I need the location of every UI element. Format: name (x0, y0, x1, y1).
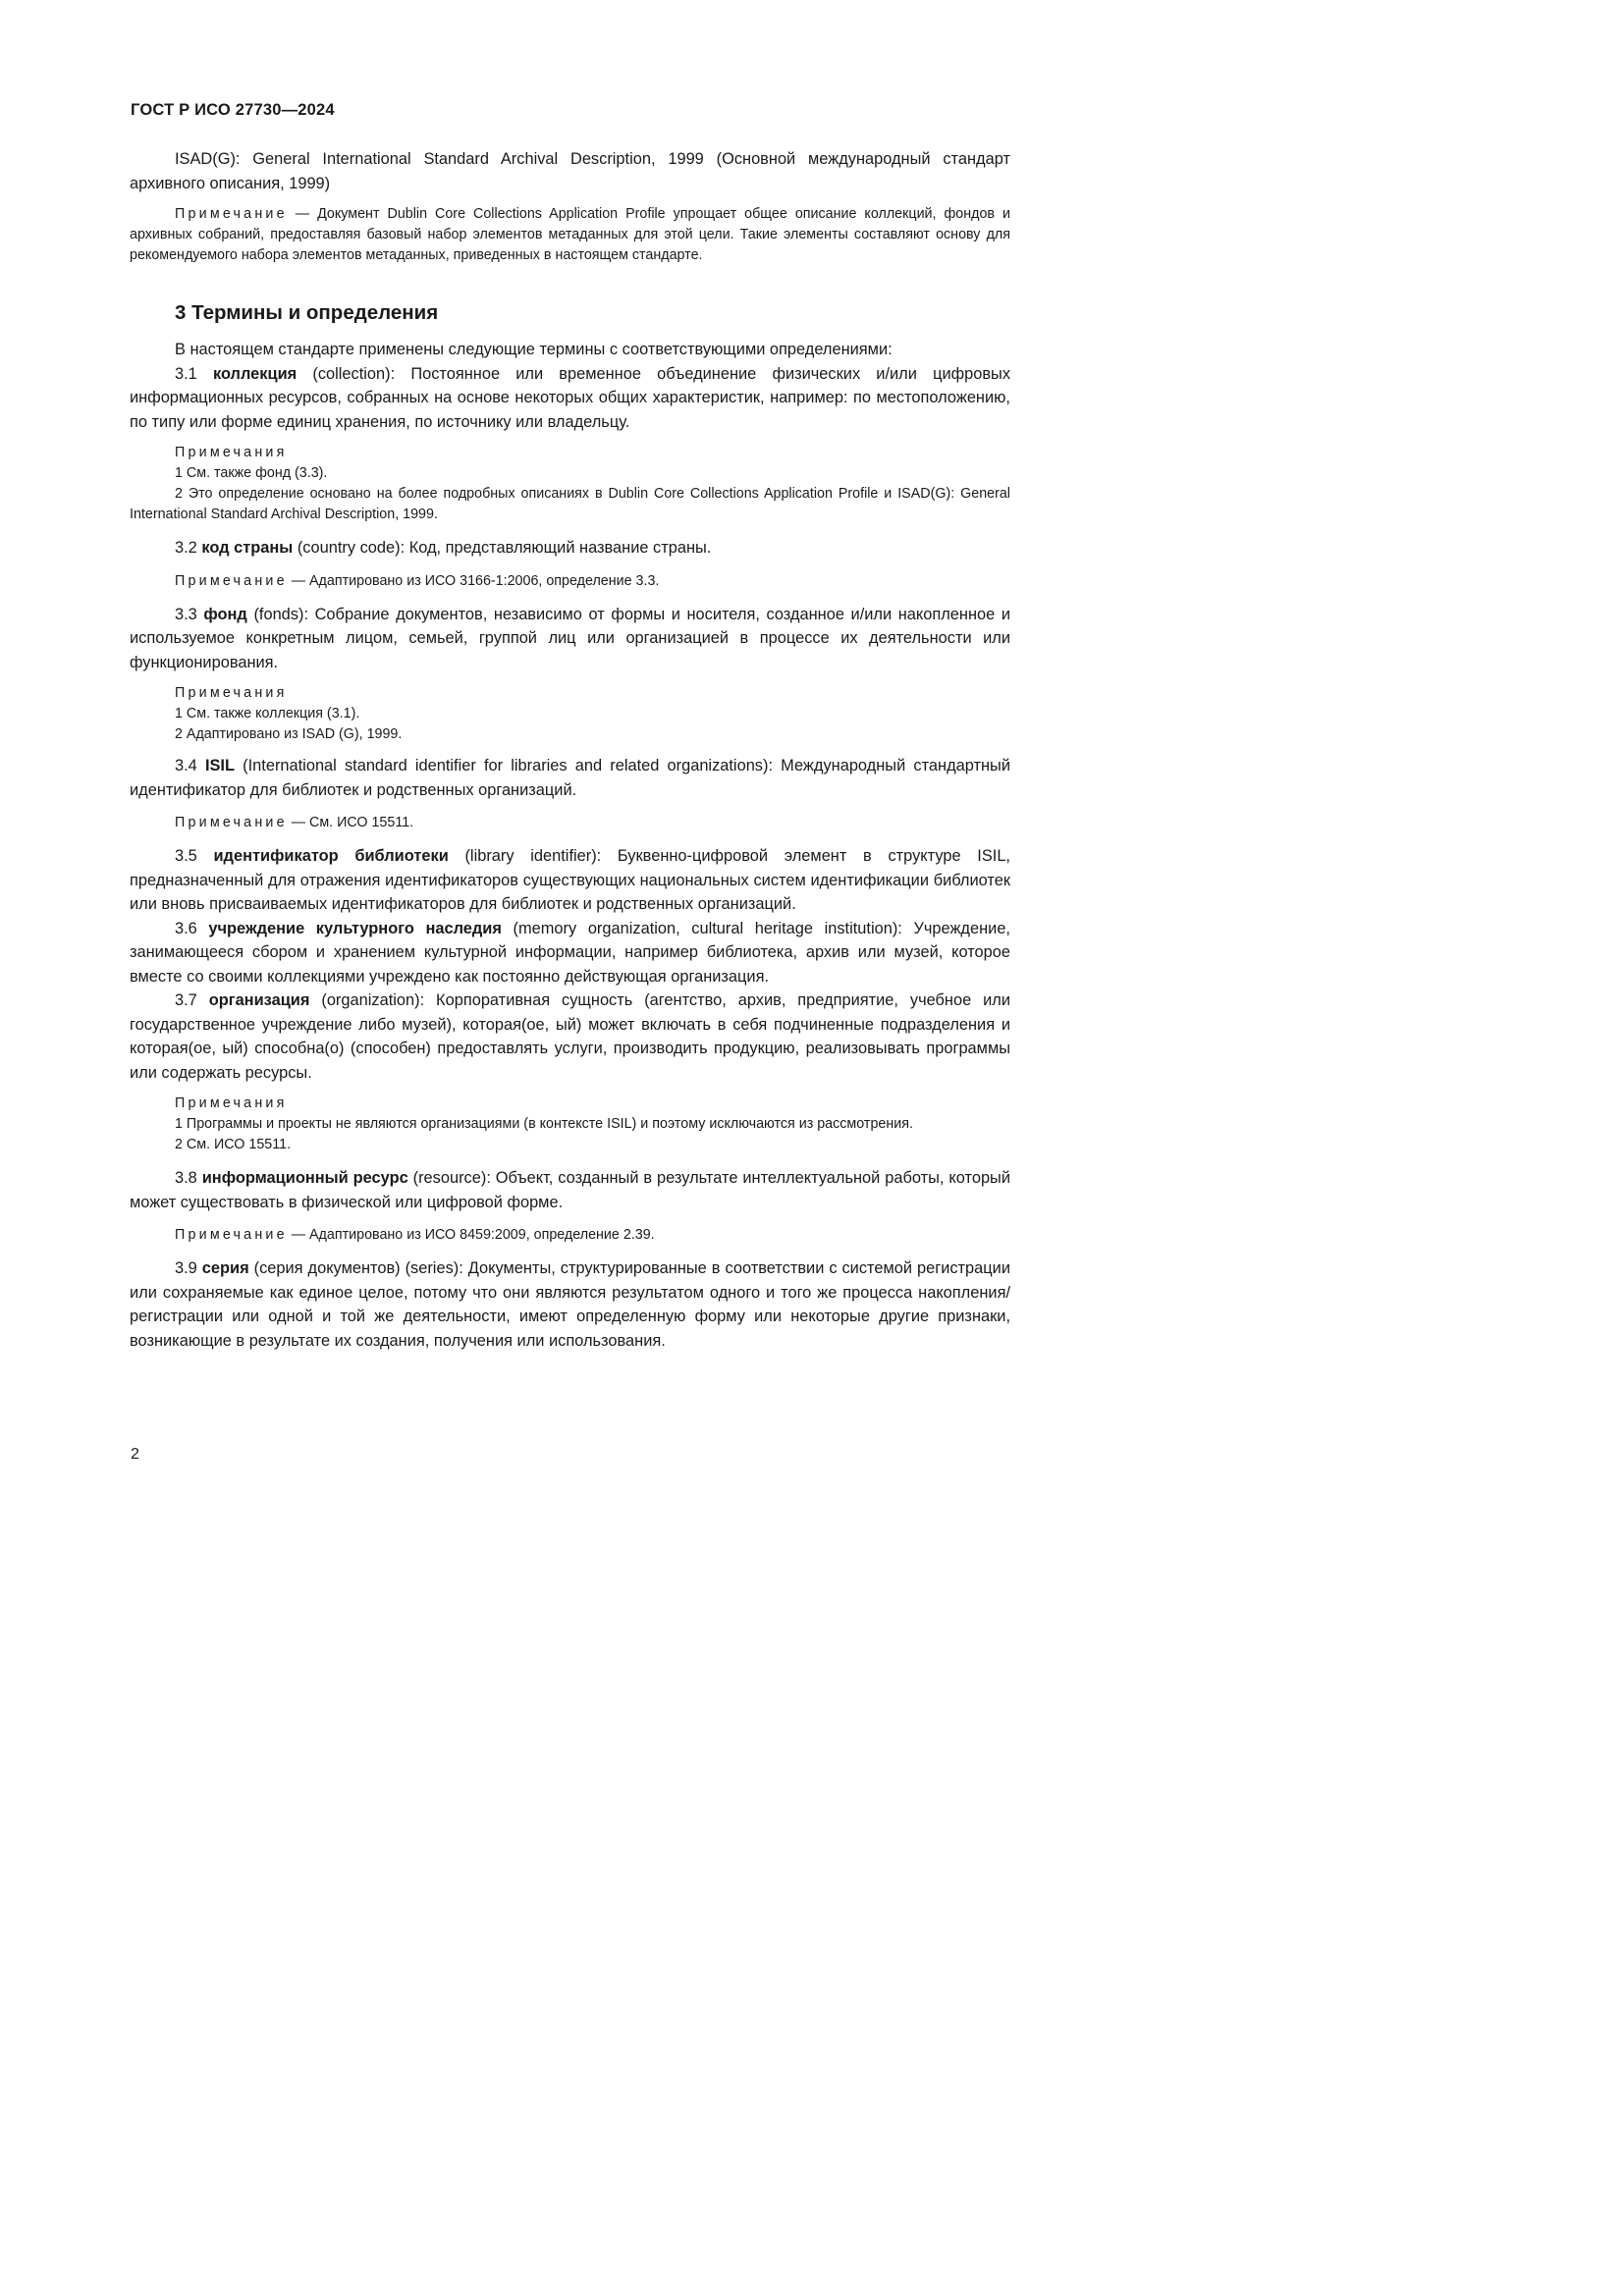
term-definition: (country code): Код, представляющий название страны. (293, 539, 712, 557)
term-number: 3.9 (175, 1259, 202, 1277)
note-label: Примечание (175, 815, 288, 830)
term-name: серия (201, 1259, 249, 1277)
term-name: организация (208, 991, 310, 1009)
note-label: Примечание (175, 572, 288, 589)
term-name: информационный ресурс (201, 1169, 408, 1187)
note-3-8 (130, 1225, 1010, 1246)
note-text: — См. ИСО 15511. (287, 815, 414, 830)
note-text: — Адаптировано из ИСО 3166-1:2006, определение 3.3. (287, 572, 660, 589)
term-number: 3.8 (175, 1169, 202, 1187)
term-number: 3.3 (175, 605, 204, 623)
intro-note (130, 204, 1010, 266)
note-item: 1 Программы и проекты не являются организациями (в контексте ISIL) и поэтому исключаются из рассмотрения. (175, 1116, 913, 1132)
term-3-1 (130, 362, 1010, 435)
term-name: код страны (201, 539, 294, 557)
note-3-2 (130, 571, 1010, 592)
term-number: 3.5 (175, 847, 214, 865)
section-title: 3 Термины и определения (175, 301, 439, 324)
term-3-5 (130, 844, 1010, 917)
term-number: 3.1 (175, 364, 213, 383)
term-definition: (International standard identifier for libraries and related organizations): Международный стандартный идентификатор для библиотек и родственных организаций. (130, 757, 1010, 799)
term-3-8 (130, 1166, 1010, 1214)
isad-reference: ISAD(G): General International Standard Archival Description, 1999 (Основной международный стандарт архивного описания, 1999) (130, 150, 1010, 192)
page-number: 2 (131, 1446, 139, 1463)
note-label: Примечание (175, 1227, 288, 1243)
term-name: коллекция (212, 364, 298, 383)
term-name: фонд (203, 605, 247, 623)
term-definition: (fonds): Собрание документов, независимо от формы и носителя, созданное и/или накопленное и используемое конкретным лицом, семьей, группой лиц или организацией в процессе их деятельности или функционирования. (130, 605, 1010, 671)
term-name: ISIL (204, 757, 235, 774)
term-name: идентификатор библиотеки (213, 847, 449, 865)
note-item: 2 Адаптировано из ISAD (G), 1999. (175, 726, 403, 742)
term-number: 3.2 (175, 539, 202, 557)
term-3-2 (130, 536, 1010, 561)
notes-label: Примечания (175, 685, 288, 701)
term-3-7 (130, 988, 1010, 1085)
term-3-3 (130, 603, 1010, 675)
term-name: учреждение культурного наследия (208, 919, 502, 937)
term-3-4 (130, 754, 1010, 802)
page-body (130, 147, 1010, 1353)
term-definition: (memory organization, cultural heritage institution): Учреждение, занимающееся сбором и хранением культурной информации, например библиотека, архив или музей, которое вместе со своими коллекциями учреждено как постоянно действующая организация. (130, 919, 1010, 986)
term-number: 3.6 (175, 919, 209, 937)
term-number: 3.7 (175, 991, 209, 1009)
note-3-4 (130, 813, 1010, 833)
term-3-6 (130, 917, 1010, 989)
term-definition: (library identifier): Буквенно-цифровой элемент в структуре ISIL, предназначенный для отражения идентификаторов существующих национальных систем идентификации библиотек или вновь присваиваемых идентификаторов для библиотек и родственных организаций. (130, 847, 1010, 913)
note-text: — Адаптировано из ИСО 8459:2009, определение 2.39. (287, 1227, 655, 1243)
term-number: 3.4 (175, 757, 205, 774)
note-item: 2 Это определение основано на более подробных описаниях в Dublin Core Collections Application Profile и ISAD(G): General International Standard Archival Description, 1999. (130, 486, 1010, 522)
note-text: — Документ Dublin Core Collections Application Profile упрощает общее описание коллекций, фондов и архивных собраний, предоставляя базовый набор элементов метаданных для этой цели. Такие элементы составляют основу для рекомендуемого набора элементов метаданных, приведенных в настоящем стандарте. (130, 206, 1010, 263)
page-header: ГОСТ Р ИСО 27730—2024 (131, 101, 335, 119)
note-item: 1 См. также фонд (3.3). (175, 465, 328, 481)
term-definition: (collection): Постоянное или временное объединение физических и/или цифровых информационных ресурсов, собранных на основе некоторых общих характеристик, например: по местоположению, по типу или форме единиц хранения, по источнику или владельцу. (130, 364, 1011, 431)
note-item: 2 См. ИСО 15511. (175, 1137, 292, 1152)
term-definition: (organization): Корпоративная сущность (агентство, архив, предприятие, учебное или государственное учреждение либо музей), которая(ое, ый) может включать в себя подчиненные подразделения и которая(ое, ый) способна(о) (способен) предоставлять услуги, производить продукцию, реализовывать программы или содержать ресурсы. (130, 991, 1011, 1082)
term-definition: (resource): Объект, созданный в результате интеллектуальной работы, который может существовать в физической или цифровой форме. (130, 1169, 1010, 1211)
term-definition: (серия документов) (series): Документы, структурированные в соответствии с системой регистрации или сохраняемые как единое целое, потому что они являются результатом одного и того же процесса накопления/регистрации или одной и той же деятельности, имеют определенную форму или некоторые другие признаки, возникающие в результате их создания, получения или использования. (130, 1259, 1010, 1350)
document-page (0, 0, 1083, 1531)
note-item: 1 См. также коллекция (3.1). (175, 706, 360, 721)
notes-label: Примечания (175, 1095, 288, 1111)
section-lead: В настоящем стандарте применены следующие термины с соответствующими определениями: (175, 341, 893, 358)
notes-label: Примечания (175, 445, 288, 460)
term-3-9 (130, 1256, 1010, 1353)
note-label: Примечание (175, 206, 288, 222)
